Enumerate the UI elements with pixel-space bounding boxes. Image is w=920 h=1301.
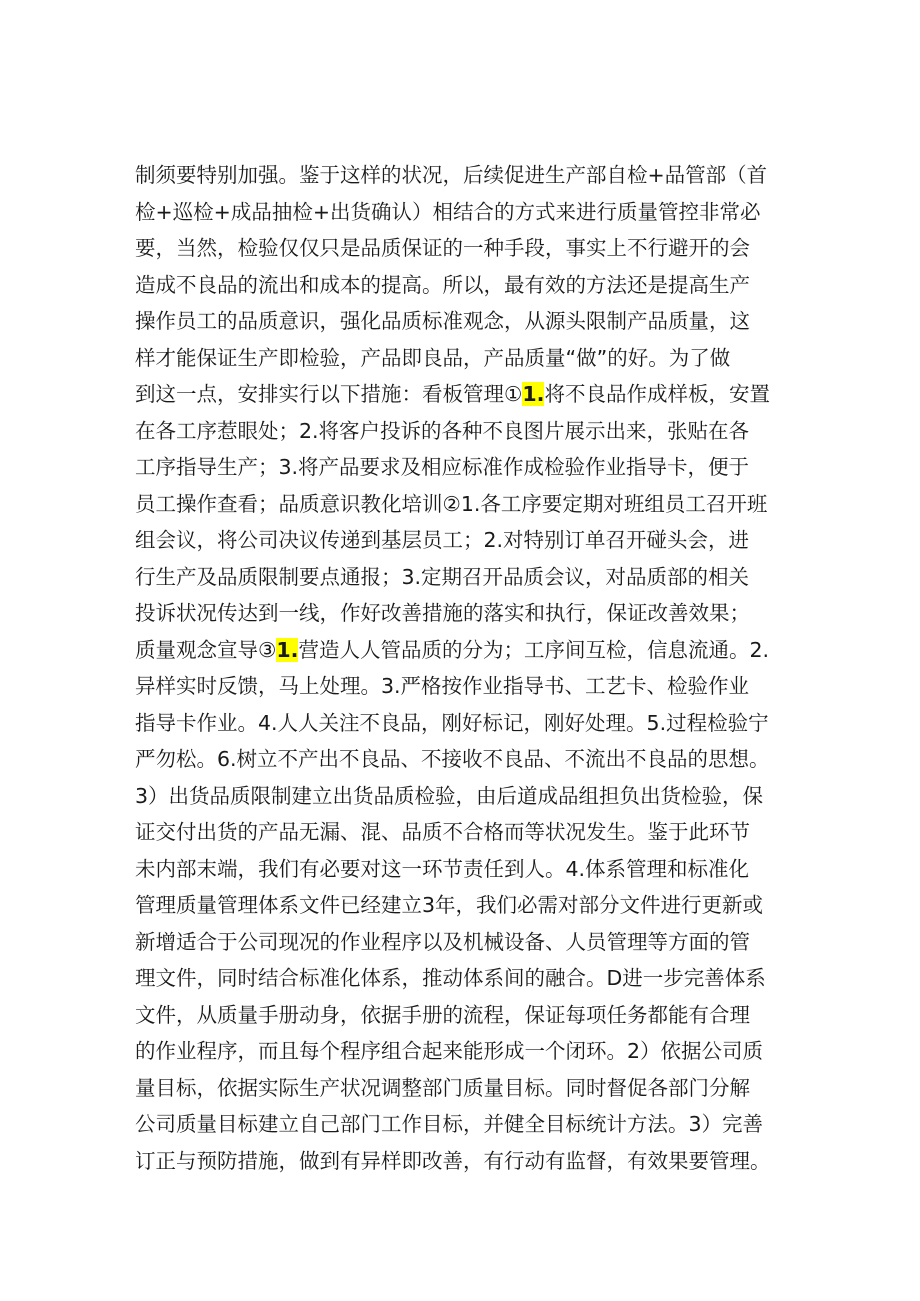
text-line-23: 理文件，同时结合标准化体系，推动体系间的融合。D进一步完善体系: [135, 966, 766, 990]
text-line-22: 新增适合于公司现况的作业程序以及机械设备、人员管理等方面的管: [135, 929, 750, 954]
text-line-24: 文件，从质量手册动身，依据手册的流程，保证每项任务都能有合理: [135, 1002, 750, 1027]
text-line-13: 投诉状况传达到一线，作好改善措施的落实和执行，保证改善效果；: [135, 601, 750, 625]
text-line-15: 异样实时反馈，马上处理。3.严格按作业指导书、工艺卡、检验作业: [135, 674, 750, 698]
text-line-7-tail: 将不良品作成样板，安置: [544, 382, 770, 406]
text-line-6: 样才能保证生产即检验，产品即良品，产品质量“做”的好。为了做: [135, 345, 731, 370]
text-line-17: 严勿松。6.树立不产出不良品、不接收不良品、不流出不良品的思想。: [135, 747, 770, 771]
text-line-10: 员工操作查看；品质意识教化培训②1.各工序要定期对班组员工召开班: [135, 491, 768, 516]
text-line-4: 造成不良品的流出和成本的提高。所以，最有效的方法还是提高生产: [135, 272, 750, 297]
text-line-5: 操作员工的品质意识，强化品质标准观念，从源头限制产品质量，这: [135, 309, 750, 333]
text-line-28: 订正与预防措施，做到有异样即改善，有行动有监督，有效果要管理。: [135, 1148, 771, 1173]
text-line-1: 制须要特别加强。鉴于这样的状况，后续促进生产部自检+品管部（首: [135, 163, 768, 187]
text-line-21: 管理质量管理体系文件已经建立3年，我们必需对部分文件进行更新或: [135, 893, 764, 917]
body-text: [135, 157, 795, 1179]
text-line-26: 量目标，依据实际生产状况调整部门质量目标。同时督促各部门分解: [135, 1075, 750, 1100]
text-line-14-tail: 营造人人管品质的分为；工序间互检，信息流通。2.: [298, 637, 770, 662]
text-line-11: 组会议，将公司决议传递到基层员工；2.对特别订单召开碰头会，进: [135, 528, 750, 552]
text-line-8: 在各工序惹眼处；2.将客户投诉的各种不良图片展示出来，张贴在各: [135, 418, 750, 443]
text-line-7-lead: 到这一点，安排实行以下措施：看板管理①: [135, 382, 523, 406]
highlight-mark: 1.: [522, 382, 545, 406]
text-line-12: 行生产及品质限制要点通报；3.定期召开品质会议，对品质部的相关: [135, 564, 750, 589]
text-line-27: 公司质量目标建立自己部门工作目标，并健全目标统计方法。3）完善: [135, 1112, 764, 1136]
text-line-14: [135, 632, 795, 669]
text-line-16: 指导卡作业。4.人人关注不良品，刚好标记，刚好处理。5.过程检验宁: [135, 710, 769, 735]
text-line-20: 未内部末端，我们有必要对这一环节责任到人。4.体系管理和标准化: [135, 856, 750, 881]
text-line-25: 的作业程序，而且每个程序组合起来能形成一个闭环。2）依据公司质: [135, 1039, 764, 1063]
highlight-mark: 1.: [276, 637, 299, 662]
text-line-9: 工序指导生产；3.将产品要求及相应标准作成检验作业指导卡，便于: [135, 455, 750, 479]
text-line-19: 证交付出货的产品无漏、混、品质不合格而等状况发生。鉴于此环节: [135, 820, 750, 844]
text-line-2: 检+巡检+成品抽检+出货确认）相结合的方式来进行质量管控非常必: [135, 199, 761, 224]
text-line-14-lead: 质量观念宣导③: [135, 637, 277, 662]
text-line-3: 要，当然，检验仅仅只是品质保证的一种手段，事实上不行避开的会: [135, 236, 750, 260]
text-line-18: 3）出货品质限制建立出货品质检验，由后道成品组担负出货检验，保: [135, 783, 764, 808]
text-line-7: [135, 376, 795, 413]
